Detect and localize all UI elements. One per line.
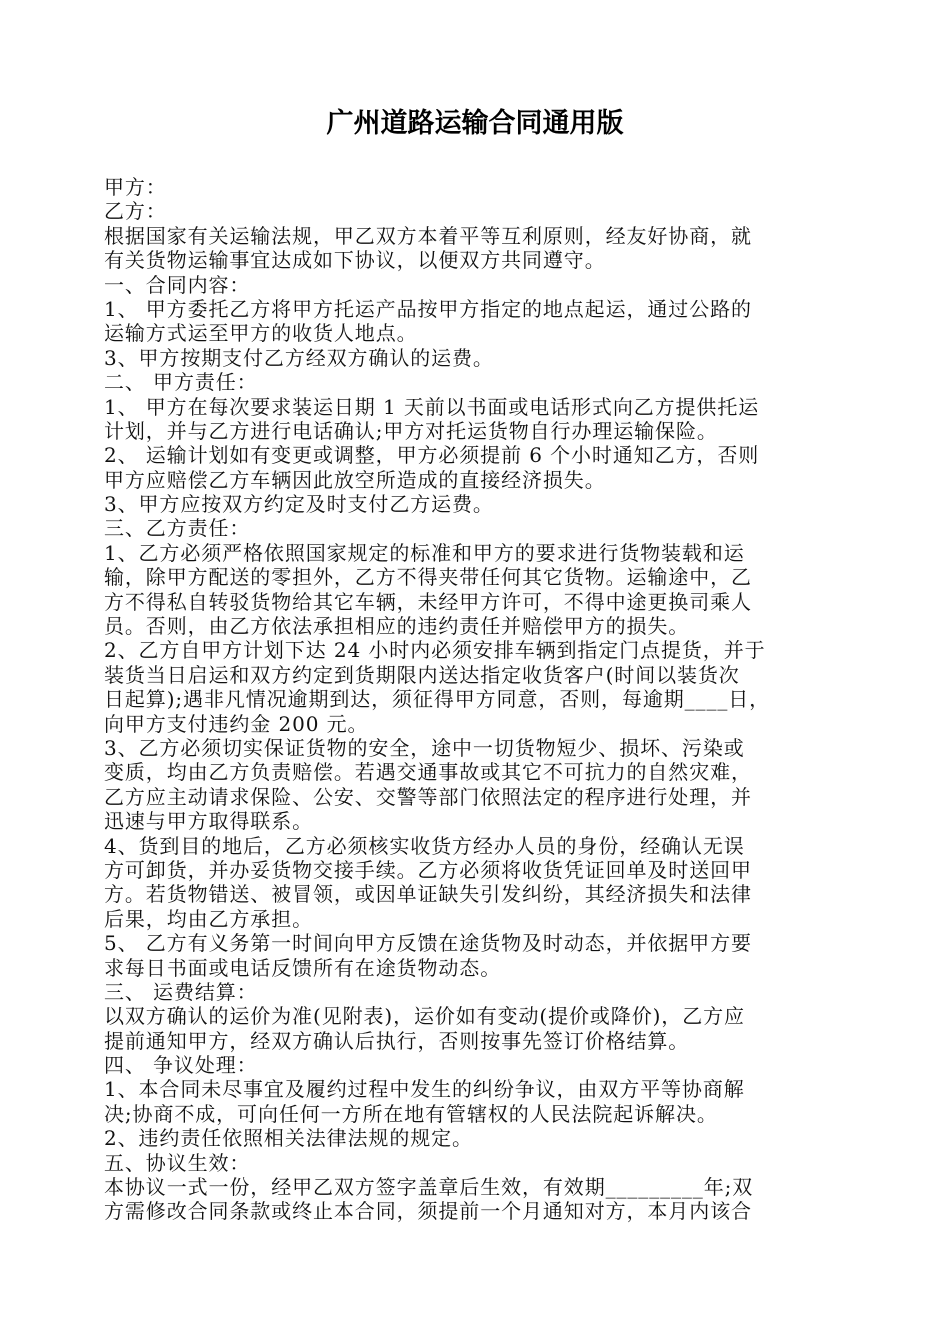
- body-line: 运输方式运至甲方的收货人地点。: [104, 321, 418, 346]
- body-line: 方可卸货，并办妥货物交接手续。乙方必须将收货凭证回单及时送回甲: [104, 857, 752, 882]
- body-line: 后果，均由乙方承担。: [104, 906, 313, 931]
- body-line: 有关货物运输事宜达成如下协议，以便双方共同遵守。: [104, 248, 606, 273]
- body-line: 1、 甲方在每次要求装运日期 1 天前以书面或电话形式向乙方提供托运: [104, 394, 760, 419]
- document-title: 广州道路运输合同通用版: [326, 108, 624, 139]
- body-line: 本协议一式一份，经甲乙双方签字盖章后生效，有效期_________年;双: [104, 1175, 754, 1200]
- body-line: 1、本合同未尽事宜及履约过程中发生的纠纷争议，由双方平等协商解: [104, 1077, 745, 1102]
- body-line: 迅速与甲方取得联系。: [104, 809, 313, 834]
- body-line: 2、乙方自甲方计划下达 24 小时内必须安排车辆到指定门点提货，并于: [104, 638, 766, 663]
- body-line: 决;协商不成，可向任何一方所在地有管辖权的人民法院起诉解决。: [104, 1101, 718, 1126]
- body-line: 装货当日启运和双方约定到货期限内送达指定收货客户(时间以装货次: [104, 662, 740, 687]
- body-line: 向甲方支付违约金 200 元。: [104, 711, 369, 736]
- body-line: 员。否则，由乙方依法承担相应的违约责任并赔偿甲方的损失。: [104, 614, 690, 639]
- document-body: [104, 175, 850, 1224]
- body-line: 1、 甲方委托乙方将甲方托运产品按甲方指定的地点起运，通过公路的: [104, 296, 752, 321]
- body-line: 日起算);遇非凡情况逾期到达，须征得甲方同意，否则，每逾期____日，: [104, 687, 771, 712]
- body-line: 3、乙方必须切实保证货物的安全，途中一切货物短少、损坏、污染或: [104, 735, 745, 760]
- body-line: 四、 争议处理：: [104, 1053, 258, 1078]
- body-line: 2、违约责任依照相关法律法规的规定。: [104, 1126, 473, 1151]
- body-line: 方不得私自转驳货物给其它车辆，未经甲方许可，不得中途更换司乘人: [104, 589, 752, 614]
- body-line: 提前通知甲方，经双方确认后执行，否则按事先签订价格结算。: [104, 1028, 690, 1053]
- body-line: 4、货到目的地后，乙方必须核实收货方经办人员的身份，经确认无误: [104, 833, 745, 858]
- body-line: 方。若货物错送、被冒领，或因单证缺失引发纠纷，其经济损失和法律: [104, 882, 752, 907]
- body-line: 求每日书面或电话反馈所有在途货物动态。: [104, 955, 502, 980]
- body-line: 输，除甲方配送的零担外，乙方不得夹带任何其它货物。运输途中，乙: [104, 565, 752, 590]
- body-line: 甲方应赔偿乙方车辆因此放空所造成的直接经济损失。: [104, 467, 606, 492]
- body-line: 一、合同内容：: [104, 272, 251, 297]
- body-line: 方需修改合同条款或终止本合同，须提前一个月通知对方，本月内该合: [104, 1199, 752, 1224]
- body-line: 3、甲方按期支付乙方经双方确认的运费。: [104, 345, 494, 370]
- body-line: 1、乙方必须严格依照国家规定的标准和甲方的要求进行货物装载和运: [104, 540, 745, 565]
- body-line: 以双方确认的运价为准(见附表)，运价如有变动(提价或降价)，乙方应: [104, 1004, 745, 1029]
- body-line: 乙方应主动请求保险、公安、交警等部门依照法定的程序进行处理，并: [104, 784, 752, 809]
- body-line: 2、 运输计划如有变更或调整，甲方必须提前 6 个小时通知乙方，否则: [104, 443, 760, 468]
- body-line: 根据国家有关运输法规，甲乙双方本着平等互利原则，经友好协商，就: [104, 223, 752, 248]
- body-line: 3、甲方应按双方约定及时支付乙方运费。: [104, 492, 494, 517]
- body-line: 五、协议生效：: [104, 1150, 251, 1175]
- body-line: 5、 乙方有义务第一时间向甲方反馈在途货物及时动态，并依据甲方要: [104, 931, 752, 956]
- body-line: 二、 甲方责任：: [104, 370, 258, 395]
- body-line: 变质，均由乙方负责赔偿。若遇交通事故或其它不可抗力的自然灾难，: [104, 760, 752, 785]
- body-line: 三、 运费结算：: [104, 979, 258, 1004]
- body-line: 三、乙方责任：: [104, 516, 251, 541]
- body-line: 乙方：: [104, 199, 167, 224]
- body-line: 甲方：: [104, 175, 167, 199]
- body-line: 计划，并与乙方进行电话确认;甲方对托运货物自行办理运输保险。: [104, 418, 718, 443]
